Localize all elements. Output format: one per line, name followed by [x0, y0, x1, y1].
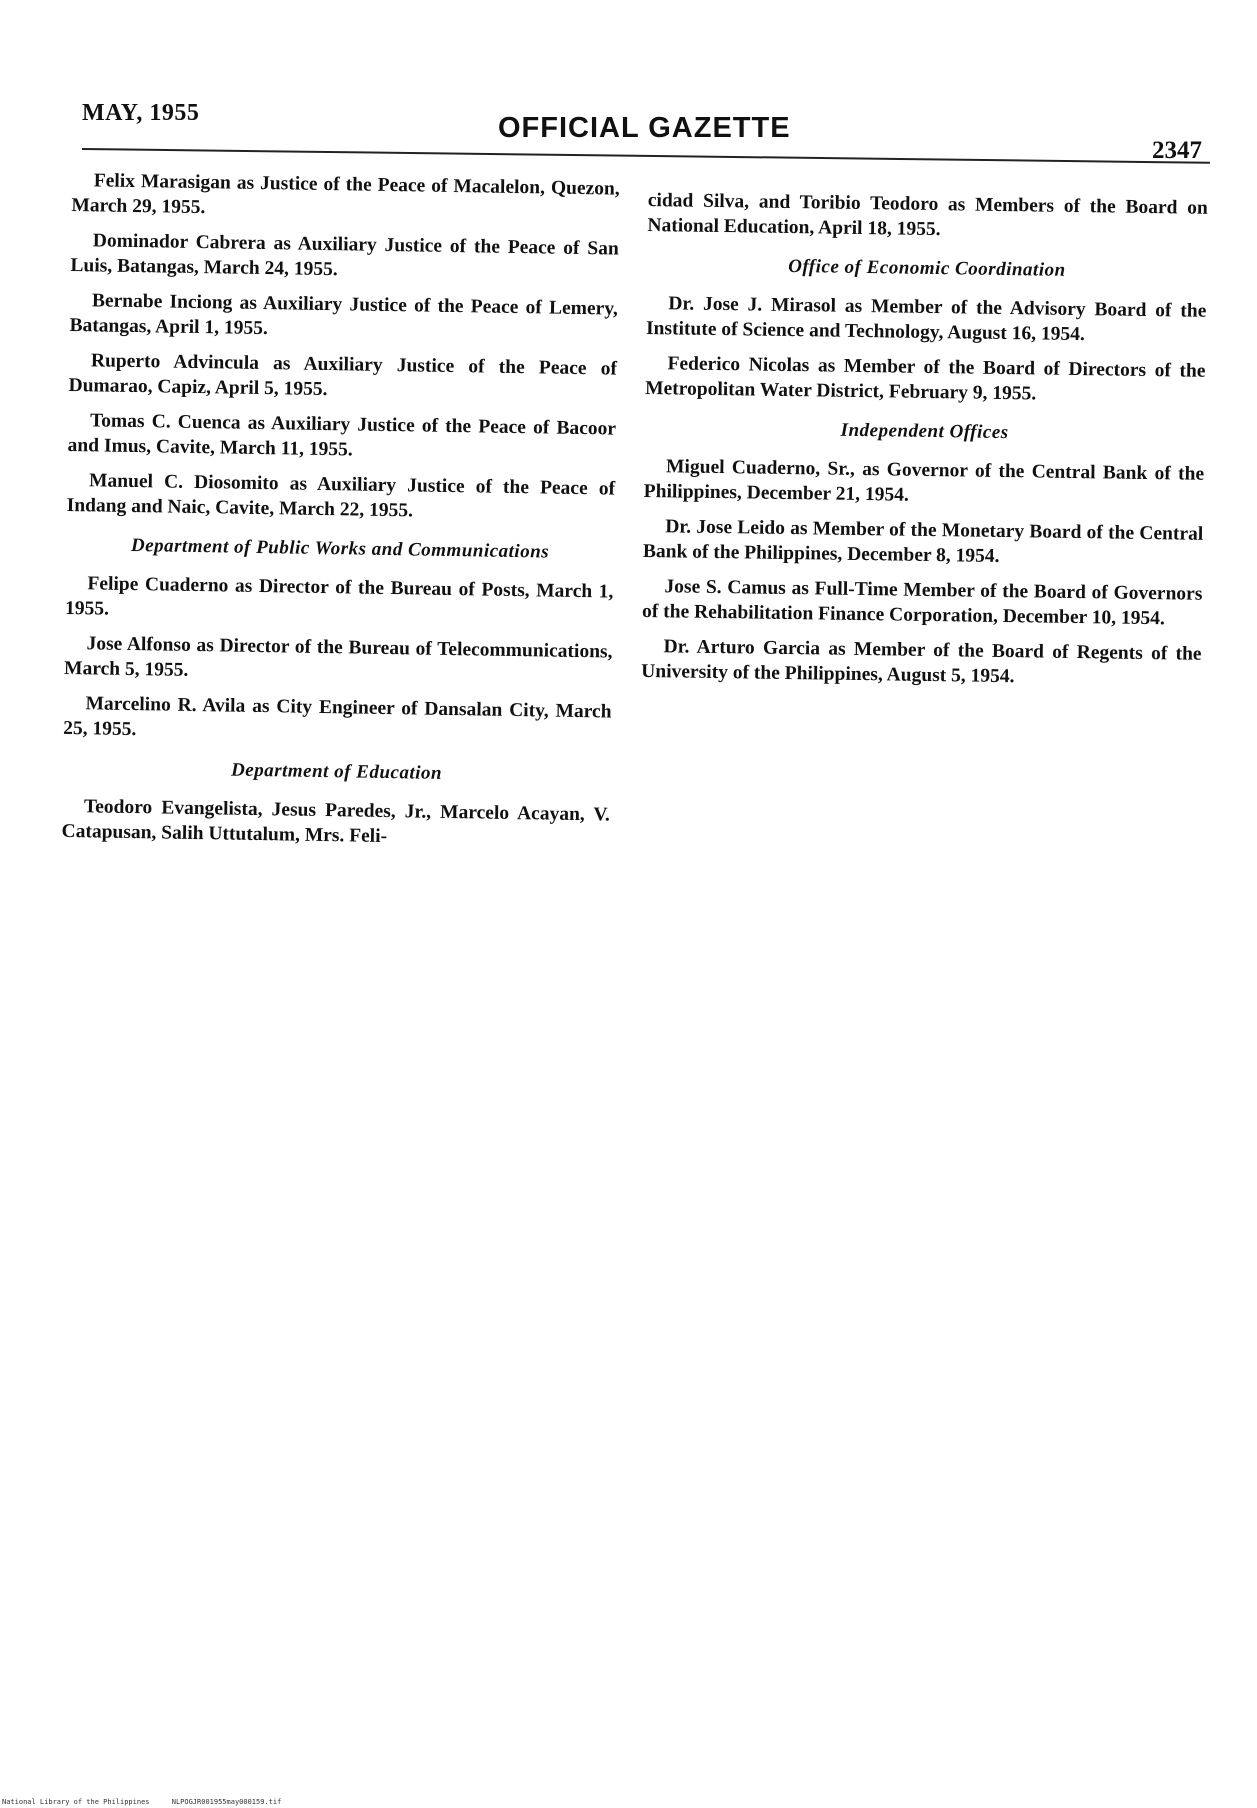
right-column	[641, 188, 1208, 702]
appointment-entry: Manuel C. Diosomito as Auxiliary Justice of the Peace of Indang and Naic, Cavite, March 22, 1955.	[66, 470, 616, 522]
section-heading-independent-offices: Independent Offices	[840, 419, 1009, 444]
appointment-entry: Jose Alfonso as Director of the Bureau of Telecommunications, March 5, 1955.	[63, 633, 613, 681]
appointment-entry: Federico Nicolas as Member of the Board of Directors of the Metropolitan Water District, February 9, 1955.	[645, 353, 1206, 405]
appointment-entry-continued: cidad Silva, and Toribio Teodoro as Members of the Board on National Education, April 18, 1955.	[647, 189, 1208, 241]
appointment-entry: Ruperto Advincula as Auxiliary Justice of the Peace of Dumarao, Capiz, April 5, 1955.	[68, 350, 618, 401]
appointment-entry: Dr. Jose J. Mirasol as Member of the Advisory Board of the Institute of Science and Technology, August 16, 1954.	[645, 293, 1207, 346]
left-column	[61, 168, 620, 863]
appointment-entry: Felix Marasigan as Justice of the Peace of Macalelon, Quezon, March 29, 1955.	[71, 170, 620, 219]
footer-filename: NLPOGJR001955may000159.tif	[171, 1798, 282, 1806]
appointment-entry: Dr. Jose Leido as Member of the Monetary Board of the Central Bank of the Philippines, December 8, 1954.	[642, 516, 1204, 567]
issue-date: MAY, 1955	[82, 100, 200, 126]
appointment-entry: Jose S. Camus as Full-Time Member of the Board of Governors of the Rehabilitation Finance Corporation, December 10, 1954.	[641, 576, 1203, 630]
section-heading-education: Department of Education	[230, 759, 443, 784]
appointment-entry: Felipe Cuaderno as Director of the Bureau of Posts, March 1, 1955.	[64, 573, 614, 620]
header-rule	[82, 148, 1210, 164]
footer-library: National Library of the Philippines	[2, 1798, 150, 1806]
section-heading-economic-coordination: Office of Economic Coordination	[788, 255, 1066, 281]
appointment-entry: Bernabe Inciong as Auxiliary Justice of the Peace of Lemery, Batangas, April 1, 1955.	[69, 290, 619, 340]
appointment-entry: Teodoro Evangelista, Jesus Paredes, Jr., Marcelo Acayan, V. Catapusan, Salih Uttutalum, Mrs. Feli-	[61, 796, 611, 848]
publication-title: OFFICIAL GAZETTE	[498, 112, 791, 144]
section-heading-public-works: Department of Public Works and Communications	[130, 534, 550, 563]
appointment-entry: Tomas C. Cuenca as Auxiliary Justice of the Peace of Bacoor and Imus, Cavite, March 11, 1955.	[67, 410, 617, 461]
scan-footer	[2, 1798, 299, 1806]
appointment-entry: Miguel Cuaderno, Sr., as Governor of the Central Bank of the Philippines, December 21, 1954.	[643, 456, 1205, 506]
appointment-entry: Dominador Cabrera as Auxiliary Justice of the Peace of San Luis, Batangas, March 24, 1955.	[70, 230, 619, 281]
page-number: 2347	[1152, 137, 1202, 164]
appointment-entry: Dr. Arturo Garcia as Member of the Board of Regents of the University of the Philippines, August 5, 1954.	[641, 636, 1202, 688]
appointment-entry: Marcelino R. Avila as City Engineer of Dansalan City, March 25, 1955.	[63, 693, 612, 741]
